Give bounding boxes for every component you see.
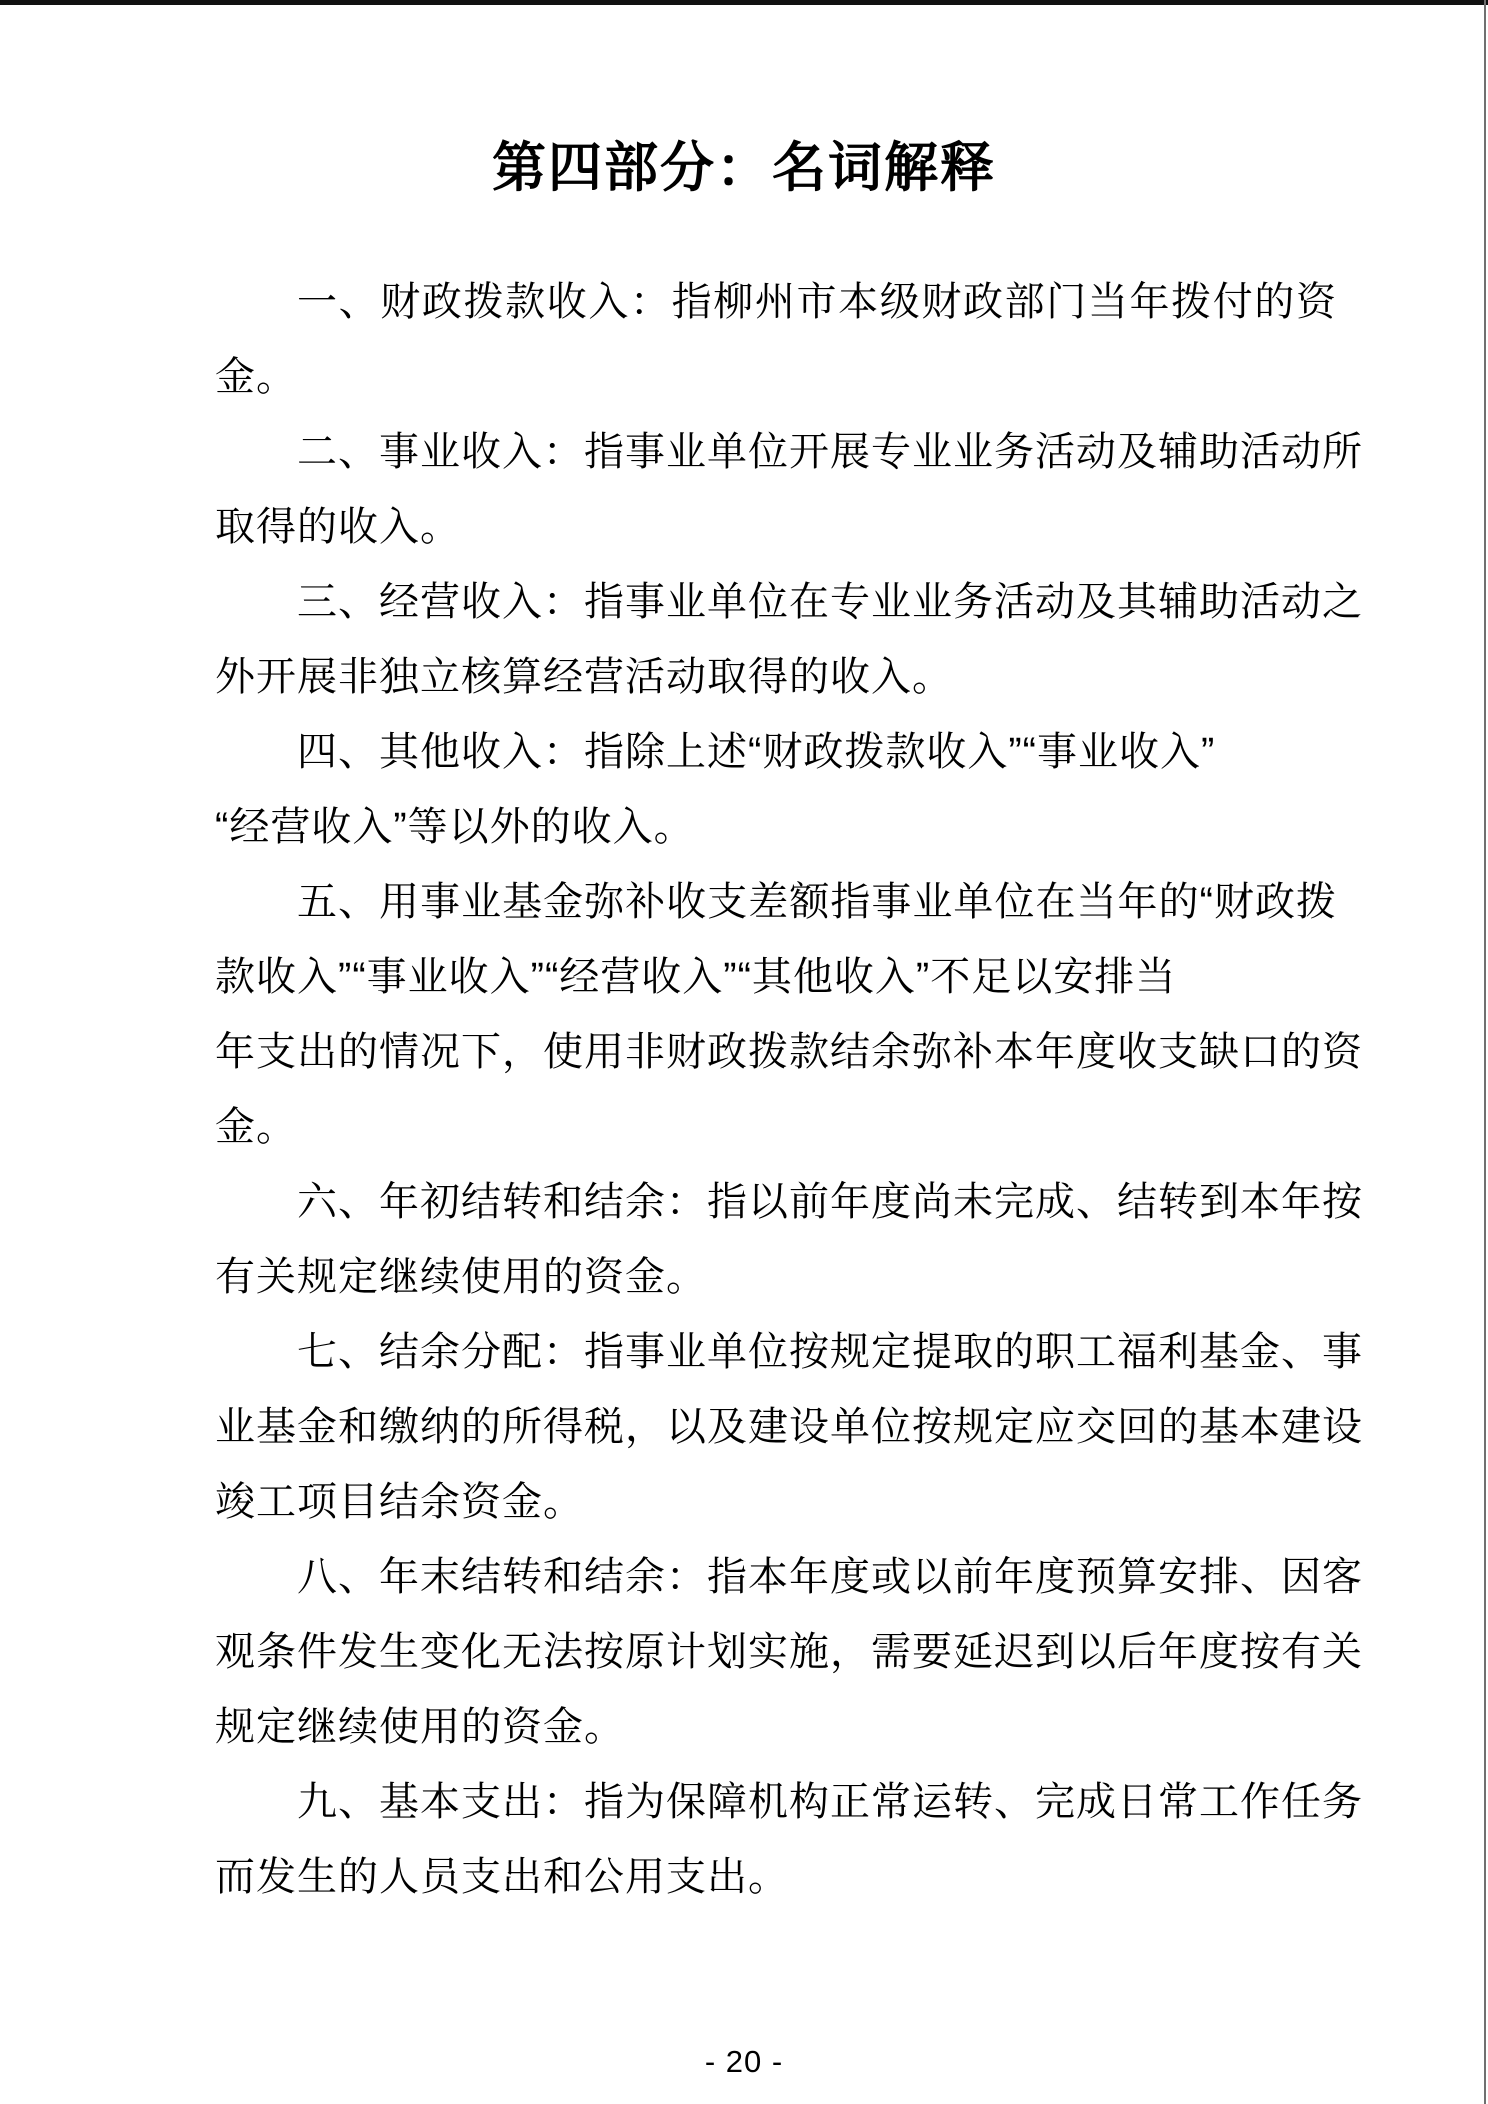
text-line: 而发生的人员支出和公用支出。 <box>215 1855 789 1899</box>
paragraph <box>215 715 1337 865</box>
text-line: 九、基本支出：指为保障机构正常运转、完成日常工作任务 <box>297 1780 1363 1824</box>
text-line: 取得的收入。 <box>215 505 461 549</box>
text-line: 金。 <box>215 1105 297 1149</box>
paragraph <box>215 865 1363 1165</box>
text-line: 三、经营收入：指事业单位在专业业务活动及其辅助活动之 <box>297 580 1363 624</box>
text-line: 五、用事业基金弥补收支差额指事业单位在当年的“财政拨 <box>297 880 1337 924</box>
text-line: 年支出的情况下，使用非财政拨款结余弥补本年度收支缺口的资 <box>215 1030 1363 1074</box>
text-line: 金。 <box>215 355 297 399</box>
text-line: 有关规定继续使用的资金。 <box>215 1255 707 1299</box>
document-body <box>215 265 1363 1915</box>
page-title: 第四部分：名词解释 <box>492 138 996 198</box>
text-line: 观条件发生变化无法按原计划实施，需要延迟到以后年度按有关 <box>215 1630 1363 1674</box>
text-line: “经营收入”等以外的收入。 <box>215 805 695 849</box>
text-line: 六、年初结转和结余：指以前年度尚未完成、结转到本年按 <box>297 1180 1363 1224</box>
paragraph <box>215 415 1363 565</box>
page-top-border <box>0 0 1488 5</box>
paragraph <box>215 265 1337 415</box>
text-line: 四、其他收入：指除上述“财政拨款收入”“事业收入” <box>297 730 1216 774</box>
text-line: 款收入”“事业收入”“经营收入”“其他收入”不足以安排当 <box>215 955 1177 999</box>
paragraph <box>215 1165 1363 1315</box>
text-line: 外开展非独立核算经营活动取得的收入。 <box>215 655 953 699</box>
page-right-edge-scan-line <box>1484 0 1486 2104</box>
text-line: 竣工项目结余资金。 <box>215 1480 584 1524</box>
text-line: 七、结余分配：指事业单位按规定提取的职工福利基金、事 <box>297 1330 1363 1374</box>
text-line: 一、财政拨款收入：指柳州市本级财政部门当年拨付的资 <box>297 280 1337 324</box>
text-line: 业基金和缴纳的所得税，以及建设单位按规定应交回的基本建设 <box>215 1405 1363 1449</box>
text-line: 规定继续使用的资金。 <box>215 1705 625 1749</box>
paragraph <box>215 1765 1363 1915</box>
paragraph <box>215 565 1363 715</box>
page-number: - 20 - <box>704 2044 784 2079</box>
text-line: 八、年末结转和结余：指本年度或以前年度预算安排、因客 <box>297 1555 1363 1599</box>
text-line: 二、事业收入：指事业单位开展专业业务活动及辅助活动所 <box>297 430 1363 474</box>
paragraph <box>215 1540 1363 1765</box>
paragraph <box>215 1315 1363 1540</box>
